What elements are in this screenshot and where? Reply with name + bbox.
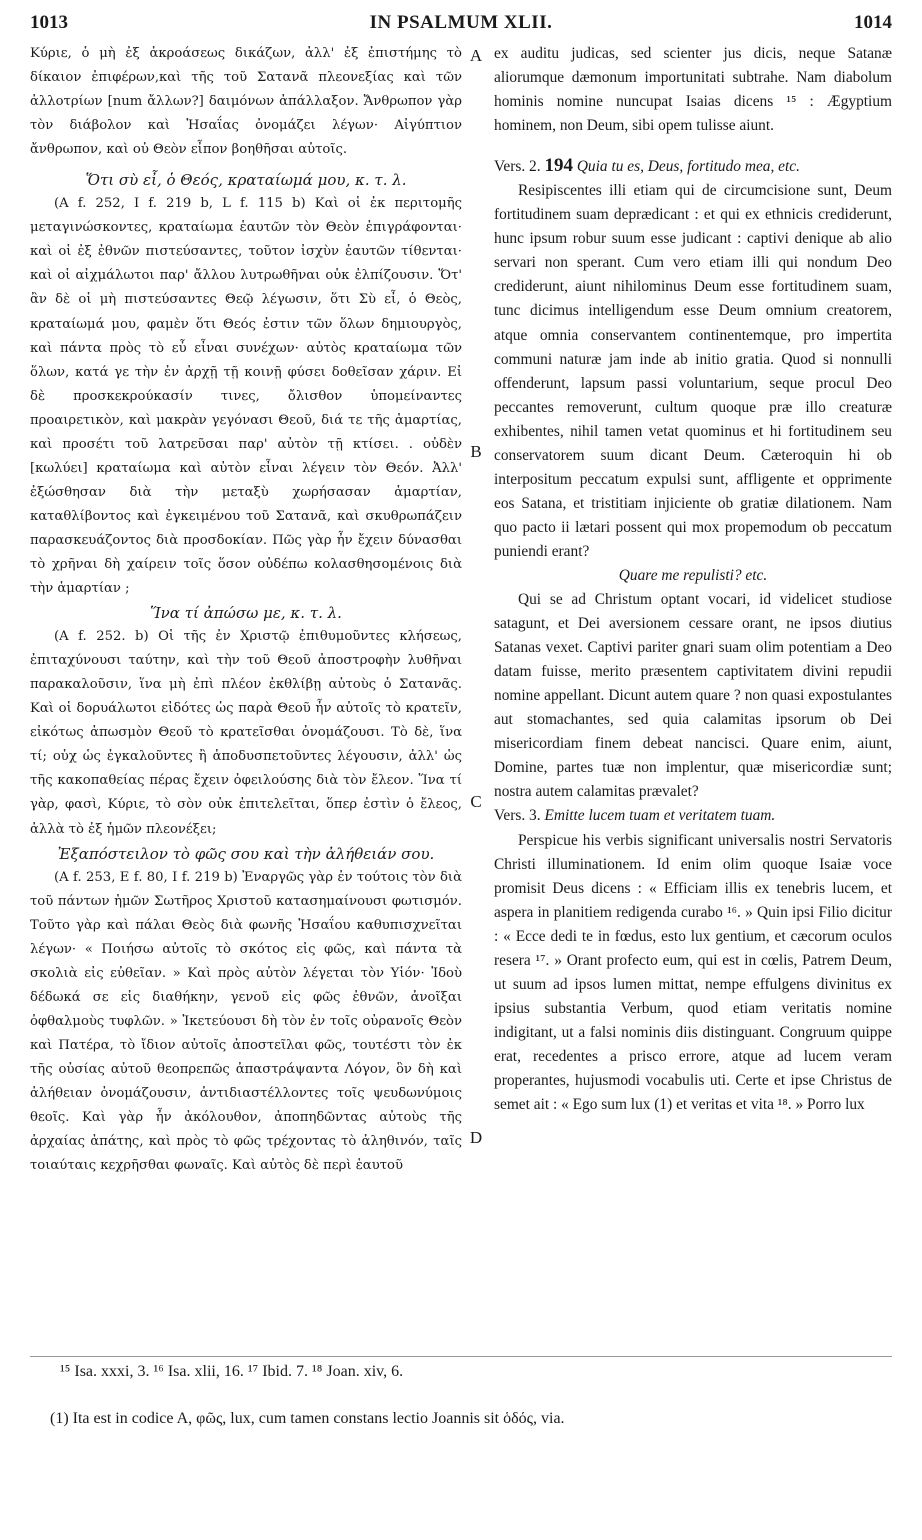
verse-3-text: Emitte lucem tuam et veritatem tuam. (544, 807, 776, 825)
latin-paragraph-3: Qui se ad Christum optant vocari, id videlicet studiose satagunt, et Dei aversionem cessare orant, ne ipsos diutius Satanas vexet. Captivi pariter gnari suam olim potentiam a Deo datam fuisse, merito præsentem captivitatem divini repudii nomine appellant. Dicunt autem quare ? non quasi expostulantes aut stomachantes, sed quia calamitas ipsorum ob Dei misericordiam finem debeat nancisci. Quare enim, aiunt, Domine, partes tuæ non implentur, quæ misericordiæ sunt; nostra autem calamitas prævalet? (494, 591, 892, 801)
column-number: 194 (544, 155, 573, 177)
latin-verse-3-heading (494, 804, 892, 828)
running-title: IN PSALMUM XLII. (369, 12, 553, 33)
greek-column (30, 42, 462, 1178)
footnote-rule (30, 1356, 892, 1357)
latin-paragraph-1: ex auditu judicas, sed scienter jus dicis, neque Satanæ aliorumque dæmonum importunitati subtrahe. Nam diabolum hominis nomine nuncupat Isaias dicens ¹⁵ : Ægyptium hominem, non Deum, sibi opem tulisse aiunt. (494, 45, 892, 135)
verse-2-text: Quia tu es, Deus, fortitudo mea, etc. (576, 158, 800, 176)
greek-heading-verse-3: Ἐξαπόστειλον τὸ φῶς σου καὶ τὴν ἀλήθειάν σου. (57, 844, 435, 863)
right-page-number: 1014 (854, 12, 892, 33)
margin-marker-a: A (469, 46, 483, 65)
greek-paragraph-4: (A f. 253, E f. 80, I f. 219 b) Ἐναργῶς γὰρ ἐν τούτοις τὸν διὰ τοῦ πάντων ἡμῶν Σωτῆρος Χριστοῦ κατασημαίνουσι φωτισμόν. Τοῦτο γὰρ καὶ πάλαι Θεὸς διὰ φωνῆς Ἡσαΐου καθυπισχνεῖται λέγων· « Ποιήσω αὐτοῖς τὸ σκότος εἰς φῶς, καὶ πάντα τὰ σκολιὰ εἰς εὐθεῖαν. » Καὶ πρὸς αὐτὸν λέγεται τὸν Υἱόν· Ἰδοὺ δέδωκά σε εἰς διαθήκην, γενοῦ εἰς φῶς ἐθνῶν, ἀνοῖξαι ὀφθαλμοὺς τυφλῶν. » Ἱκετεύουσι δὴ τὸν ἐν τοῖς οὐρανοῖς Θεὸν καὶ Πατέρα, τὸ ἴδιον αὐτοῖς ἀποστεῖλαι φῶς, τουτέστι τὸν ἐκ τῆς οὐσίας αὐτοῦ θεοπρεπῶς ἀπαστράψαντα Λόγον, ὃν δὴ καὶ ἀλήθειαν ὀνομάζουσιν, ἀντιδιαστέλλοντες τοῖς ψευδωνύμοις θεοῖς. Καὶ γὰρ ἦν ἀκόλουθον, ἀποπηδῶντας αὐτοὺς τῆς ἀρχαίας ἀπάτης, καὶ πρὸς τὸ φῶς τρέχοντας τὸ ἀληθινόν, ταῖς τοιαύταις κεχρῆσθαι φωναῖς. Καὶ αὐτὸς δὲ περὶ ἑαυτοῦ (30, 869, 462, 1174)
greek-paragraph-2: (A f. 252, I f. 219 b, L f. 115 b) Καὶ οἱ ἐκ περιτομῆς μεταγινώσκοντες, κραταίωμα ἑαυτῶν τὸν Θεὸν ἐπιγράφονται· καὶ οἱ ἐξ ἐθνῶν πιστεύσαντες, τοῦτον ἰσχὺν ἑαυτῶν τίθενται· καὶ οἱ αἰχμάλωτοι παρ' ἄλλου λυτρωθῆναι οὐκ ἐλπίζουσιν. Ὅτ' ἂν δὲ οἱ μὴ πιστεύσαντες Θεῷ λέγωσιν, ὅτι Σὺ εἶ, ὁ Θεὸς, κραταίωμά μου, φαμὲν ὅτι Θεός ἐστιν τῶν ὅλων δημιουργὸς, καὶ πάντα πρὸς τὸ εὖ εἶναι συνέχων· αὐτὸς κραταίωμα τῶν ὅλων, κατά γε τὴν ἐν ἀρχῇ τῇ κοινῇ φύσει δοθεῖσαν χάριν. Εἰ δὲ προσκεκρούκασίν τινες, ὄλισθον ὑπομείναντες προαιρετικὸν, καὶ μακρὰν γεγόνασι Θεοῦ, διά τε τῆς ἁμαρτίας, καὶ προσέτι τοῦ λατρεῦσαι παρ' αὐτὸν τῇ κτίσει. . οὐδὲν [κωλύει] κραταίωμα καὶ αὐτὸν εἶναι λέγειν τὸν Θεόν. Ἀλλ' ἐξώσθησαν διὰ τὴν μεταξὺ χωρήσασαν ἁμαρτίαν, καταθλίβοντος καὶ ἐγκειμένου τοῦ Σατανᾶ, καὶ σκυθρωπάζειν παρασκευάζοντος διὰ προσδοκίαν. Πῶς γὰρ ἦν ἔχειν δύνασθαι τὸ χρῆναι δὴ χαίρειν τοῖς ὅσον οὐδέπω κολασθησομένοις διὰ τὴν ἁμαρτίαν ; (30, 196, 462, 597)
verse-3-label: Vers. 3. (494, 807, 541, 825)
latin-paragraph-4: Perspicue his verbis significant universalis nostri Servatoris Christi illuminationem. Id enim olim quoque Isaiæ voce promisit Deus dicens : « Efficiam illis ex tenebris lucem, et aspera in planitiem redigenda curabo ¹⁶. » Quin ipsi Filio dicitur : « Ecce dedi te in fœdus, esto lux gentium, et cæcorum oculos resera ¹⁷. » Orant profecto eum, qui est in cœlis, Patrem Deum, ut suum ad ipsos lumen mittat, nempe effulgens divinitus ex ipsius substantia Verbum, quod etiam veritatis nomine indigitant, ut a falsi nominis diis distinguant. Congruum quippe erat, recedentes a prisco errore, atque ad lucem veram properantes, hujusmodi vocabulis uti. Certe et ipse Christus de semet ait : « Ego sum lux (1) et veritas et vita ¹⁸. » Porro lux (494, 831, 892, 1114)
editor-note: (1) Ita est in codice A, φῶς, lux, cum tamen constans lectio Joannis sit ὁδός, via. (50, 1410, 565, 1427)
margin-marker-c: C (470, 792, 482, 811)
greek-paragraph-1: Κύριε, ὁ μὴ ἐξ ἀκροάσεως δικάζων, ἀλλ' ἐξ ἐπιστήμης τὸ δίκαιον ἐπιφέρων,καὶ τῆς τοῦ Σατανᾶ πλεονεξίας καὶ τῶν ἀλλοτρίων [num ἄλλων?] δαιμόνων ἀπάλλαξον. Ἄνθρωπον γὰρ τὸν διάβολον καὶ Ἡσαΐας ὀνομάζει λέγων· Αἰγύπτιον ἄνθρωπον, καὶ οὐ Θεὸν εἶπον βοηθῆσαι αὐτοῖς. (30, 46, 462, 158)
page-header (30, 8, 892, 38)
latin-heading-quare: Quare me repulisti? etc. (618, 566, 768, 584)
verse-2-label: Vers. 2. (494, 158, 541, 176)
greek-paragraph-3: (A f. 252. b) Οἱ τῆς ἐν Χριστῷ ἐπιθυμοῦντες κλήσεως, ἐπιταχύνουσι ταύτην, καὶ τὴν τοῦ Θεοῦ ἀποστροφὴν λυθῆναι παρακαλοῦσιν, ἵνα μὴ ἐπὶ πλέον ἐκθλίβῃ αὐτοὺς ὁ Σατανᾶς. Καὶ οἱ δορυάλωτοι εἰδότες ὡς παρὰ Θεοῦ ἦν αὐτοῖς τὸ κρατεῖν, εἰκότως ἀπωσμὸν Θεοῦ τὸ κρατεῖσθαι ὀνομάζουσι. Τὸ δὲ, ἵνα τί; οὐχ ὡς ἐγκαλοῦντες ἢ ἀποδυσπετοῦντες λέγουσιν, ἀλλ' ὡς τῆς κακοπαθείας πέρας ἔχειν ὀφειλούσης διὰ τὸν ἔλεον. Ἵνα τί γὰρ, φασὶ, Κύριε, τὸ σὸν οὐκ ἐπιτελεῖται, ὅπερ ἐστὶν ὁ ἔλεος, ἀλλὰ τὸ ἐξ ἡμῶν πλεονέξει; (30, 629, 462, 837)
margin-marker-d: D (469, 1128, 483, 1147)
left-page-number: 1013 (30, 12, 68, 33)
latin-column (494, 42, 892, 1117)
margin-marker-b: B (470, 442, 482, 461)
greek-heading-quare: Ἵνα τί ἀπώσω με, κ. τ. λ. (150, 604, 342, 623)
latin-paragraph-2: Resipiscentes illi etiam qui de circumcisione sunt, Deum fortitudinem suam deprædicant : et qui ex ethnicis crediderunt, hunc ipsum robur suum esse judicant : captivi denique ab alio servari non sperant. Cum vero etiam illi qui nondum Deo crediderunt, aiunt nihilominus Deum esse fortitudinem suam, tunc dicimus intelligendum esse Deum omnium creatorem, atque omnia conservantem continentemque, pro impertita communi naturæ jam inde ab initio gratia. Quod si nonnulli offenderunt, lapsum passi voluntarium, seque procul Deo peccantes removerunt, cultum quoque præ illo creaturæ exhibentes, nihil tamen vetat quominus et hi fortitudinem seu conservatorem suum dicant Deum. Cæteroquin hi ob interpositum peccatum expulsi sunt, affligente et opprimente eos Satana, et tristitiam injiciente ob gratiæ dilationem. Nam quo pacto ii lætari possent qui mox propemodum ob peccatum puniendi erant? (494, 182, 892, 560)
greek-heading-verse-2: Ὅτι σὺ εἶ, ὁ Θεός, κραταίωμά μου, κ. τ. λ. (85, 171, 407, 190)
latin-verse-2-heading (494, 154, 892, 179)
footnotes: ¹⁵ Isa. xxxi, 3. ¹⁶ Isa. xlii, 16. ¹⁷ Ibid. 7. ¹⁸ Joan. xiv, 6. (60, 1363, 404, 1380)
